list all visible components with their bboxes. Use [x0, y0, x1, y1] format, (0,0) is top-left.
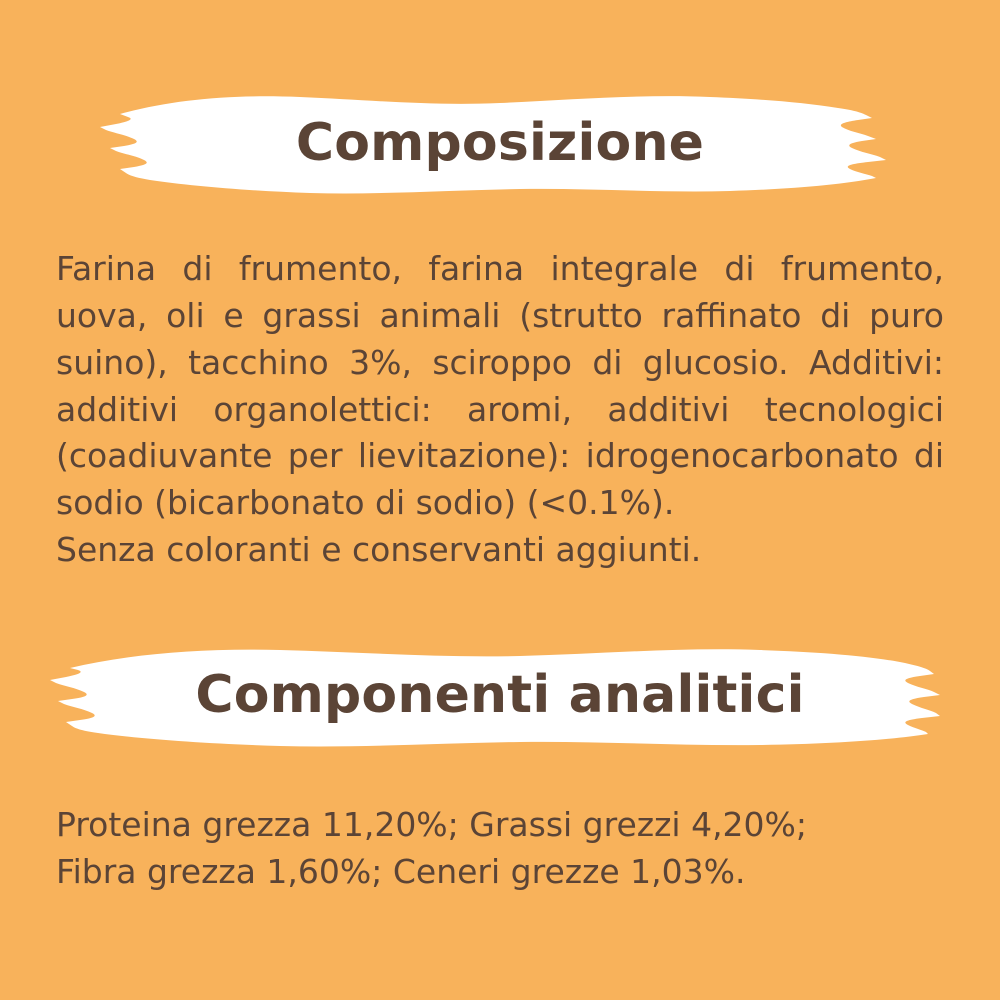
analytical-heading: Componenti analitici	[195, 665, 805, 725]
analytical-body	[0, 802, 1000, 896]
analytical-section	[0, 640, 1000, 896]
analytical-banner	[0, 640, 1000, 750]
composition-section	[0, 88, 1000, 574]
composition-banner	[0, 88, 1000, 198]
composition-paragraph: Farina di frumento, farina integrale di frumento, uova, oli e grassi animali (strutto raffinato di puro suino), tacchino 3%, sciroppo di glucosio. Additivi: additivi organolettici: aromi, additivi tecnologici (coadiuvante per lievitazione): idrogenocarbonato di sodio (bicarbonato di sodio) (<0.1%).	[56, 249, 944, 523]
composition-heading: Composizione	[295, 113, 705, 173]
analytical-line-2: Fibra grezza 1,60%; Ceneri grezze 1,03%.	[56, 851, 746, 891]
composition-body	[0, 246, 1000, 574]
analytical-line-1: Proteina grezza 11,20%; Grassi grezzi 4,20%;	[56, 805, 808, 844]
composition-note: Senza coloranti e conservanti aggiunti.	[56, 530, 702, 570]
